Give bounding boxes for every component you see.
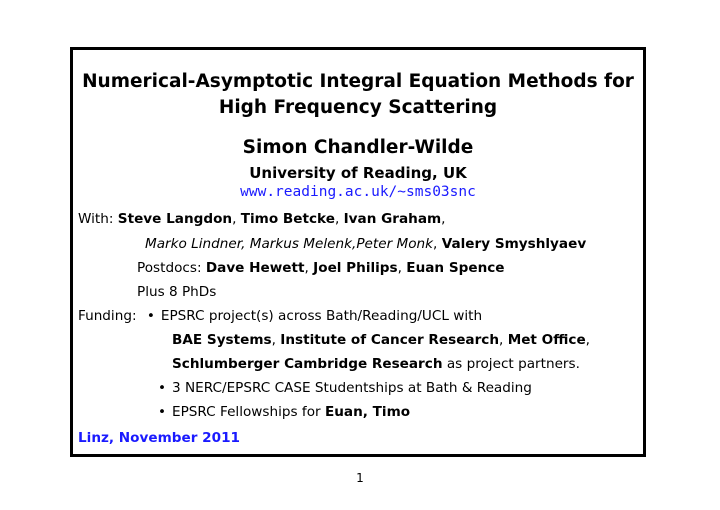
collaborators-list-1 xyxy=(118,211,446,227)
funding-bullet-1-line-3 xyxy=(172,356,580,372)
postdoc-text: , xyxy=(397,260,407,276)
bullet-icon: • xyxy=(146,308,155,324)
postdocs-label: Postdocs: xyxy=(137,260,202,276)
funding-label: Funding: xyxy=(78,308,137,324)
partner-text: , xyxy=(585,332,590,348)
partner-text: , xyxy=(271,332,281,348)
collaborator-text: Markus Melenk xyxy=(249,236,352,252)
funding-row-3 xyxy=(158,404,410,420)
funding-bullet-1-line-2 xyxy=(172,332,590,348)
collaborator-text: , xyxy=(241,236,250,252)
postdoc-text: , xyxy=(304,260,314,276)
partner-text: , xyxy=(499,332,508,348)
collaborator-text: Marko Lindner xyxy=(145,236,242,252)
funding-bullet-2: 3 NERC/EPSRC CASE Studentships at Bath & Reading xyxy=(172,380,532,396)
collaborator-text: Steve Langdon xyxy=(117,211,233,227)
collaborator-text: Ivan Graham xyxy=(343,211,442,227)
postdocs-list xyxy=(206,260,505,276)
homepage-url[interactable]: www.reading.ac.uk/~sms03snc xyxy=(240,184,476,200)
partner-text: Institute of Cancer Research xyxy=(280,332,500,348)
author-name: Simon Chandler-Wilde xyxy=(242,137,474,158)
collaborator-text: , xyxy=(352,236,357,252)
partner-text: BAE Systems xyxy=(172,332,272,348)
title-line-2: High Frequency Scattering xyxy=(218,97,498,118)
page-number: 1 xyxy=(356,471,364,485)
collaborator-text: Peter Monk xyxy=(356,236,434,252)
date-place: Linz, November 2011 xyxy=(78,430,240,446)
fellowship-text: EPSRC Fellowships for xyxy=(172,404,325,420)
partner-text: Met Office xyxy=(507,332,586,348)
postdocs-row xyxy=(137,260,505,276)
collaborators-row-1 xyxy=(78,211,446,227)
collaborator-text: Valery Smyshlyaev xyxy=(441,236,587,252)
collaborator-text: , xyxy=(232,211,241,227)
with-label: With: xyxy=(78,211,114,227)
postdoc-text: Dave Hewett xyxy=(205,260,305,276)
collaborator-text: Timo Betcke xyxy=(240,211,335,227)
bullet-icon: • xyxy=(158,380,167,396)
collaborator-text: , xyxy=(334,211,344,227)
collaborator-text: , xyxy=(441,211,446,227)
affiliation: University of Reading, UK xyxy=(249,164,467,182)
partner-text: as project partners. xyxy=(442,356,580,372)
postdoc-text: Joel Philips xyxy=(313,260,398,276)
funding-row-1 xyxy=(78,308,482,324)
title-line-1: Numerical-Asymptotic Integral Equation Methods for xyxy=(82,71,634,92)
fellowship-text: Euan, Timo xyxy=(324,404,411,420)
funding-row-2 xyxy=(158,380,532,396)
partner-text: Schlumberger Cambridge Research xyxy=(172,356,443,372)
bullet-icon: • xyxy=(158,404,167,420)
collaborators-row-2 xyxy=(145,236,586,252)
funding-bullet-3 xyxy=(172,404,410,420)
phds-row: Plus 8 PhDs xyxy=(137,284,217,300)
funding-bullet-1: EPSRC project(s) across Bath/Reading/UCL with xyxy=(160,308,483,324)
slide-frame xyxy=(70,47,646,457)
postdoc-text: Euan Spence xyxy=(406,260,505,276)
collaborator-text: , xyxy=(433,236,442,252)
